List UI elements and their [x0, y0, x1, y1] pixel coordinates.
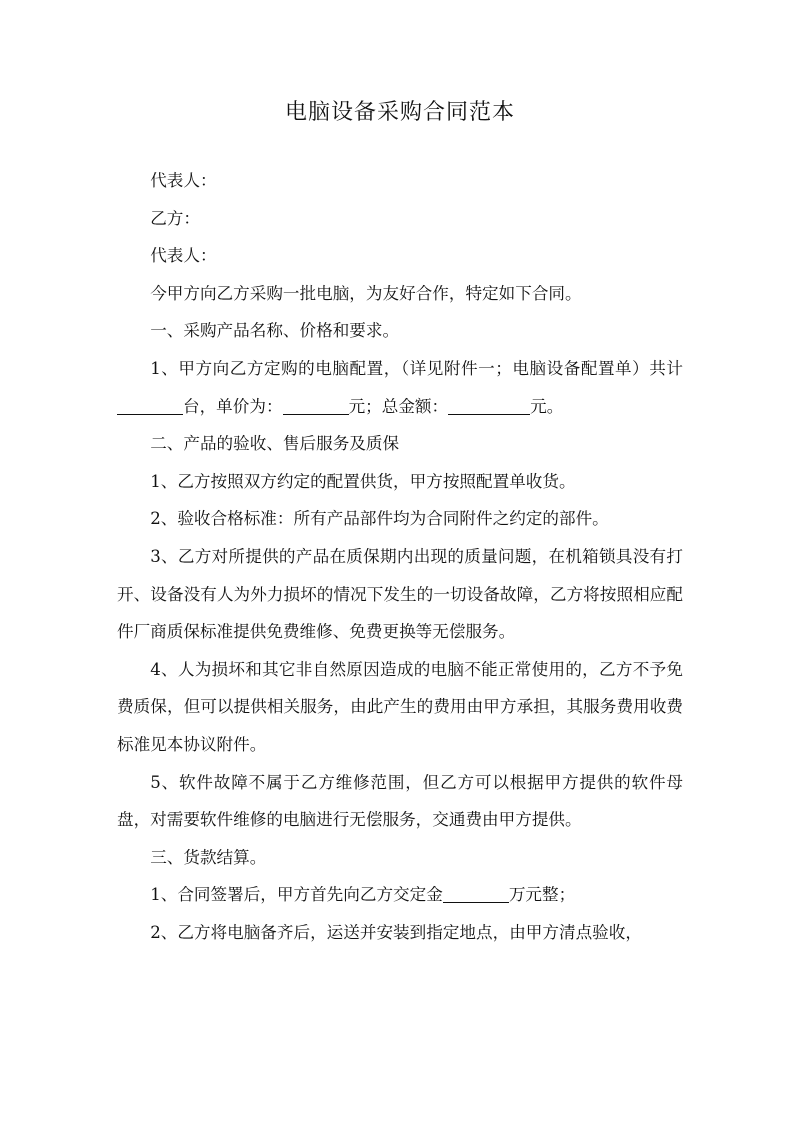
- paragraph-party-b: 乙方：: [150, 208, 200, 228]
- document-title: 电脑设备采购合同范本: [284, 100, 515, 125]
- paragraph-delivery: 1、乙方按照双方约定的配置供货，甲方按照配置单收货。: [150, 471, 576, 491]
- paragraph-damage: 4、人为损坏和其它非自然原因造成的电脑不能正常使用的，乙方不予免费质保，但可以提供相关服务，由此产生的费用由甲方承担，其服务费用收费标准见本协议附件。: [117, 659, 683, 754]
- paragraph-config: [117, 350, 683, 425]
- config-text-d: 元。: [530, 396, 564, 416]
- blank-unit-price: [283, 396, 349, 415]
- paragraph-deposit: [117, 876, 683, 914]
- section-heading-2: 二、产品的验收、售后服务及质保: [150, 434, 400, 454]
- config-text-b: 台，单价为：: [183, 396, 283, 416]
- section-heading-1: 一、采购产品名称、价格和要求。: [150, 321, 400, 341]
- blank-deposit: [443, 884, 509, 903]
- blank-total-amount: [448, 396, 530, 415]
- deposit-text-a: 1、合同签署后，甲方首先向乙方交定金: [150, 885, 443, 905]
- document-body: [117, 162, 683, 951]
- deposit-text-b: 万元整；: [508, 885, 576, 905]
- config-text-a: 1、甲方向乙方定购的电脑配置，（详见附件一；电脑设备配置单）共计: [150, 358, 683, 378]
- paragraph-representative-b: 代表人：: [150, 246, 217, 266]
- config-text-c: 元；总金额：: [348, 396, 449, 416]
- paragraph-warranty: 3、乙方对所提供的产品在质保期内出现的质量问题，在机箱锁具没有打开、设备没有人为外力损坏的情况下发生的一切设备故障，乙方将按照相应配件厂商质保标准提供免费维修、免费更换等无偿服务。: [117, 546, 683, 642]
- paragraph-installation: 2、乙方将电脑备齐后，运送并安装到指定地点，由甲方清点验收，: [150, 922, 642, 942]
- paragraph-representative-a: 代表人：: [150, 171, 217, 190]
- paragraph-software: 5、软件故障不属于乙方维修范围，但乙方可以根据甲方提供的软件母盘，对需要软件维修的电脑进行无偿服务，交通费由甲方提供。: [117, 772, 683, 830]
- paragraph-intro: 今甲方向乙方采购一批电脑，为友好合作，特定如下合同。: [150, 283, 582, 303]
- section-heading-3: 三、货款结算。: [150, 847, 267, 867]
- blank-quantity: [117, 396, 183, 415]
- paragraph-acceptance: 2、验收合格标准：所有产品部件均为合同附件之约定的部件。: [150, 509, 609, 529]
